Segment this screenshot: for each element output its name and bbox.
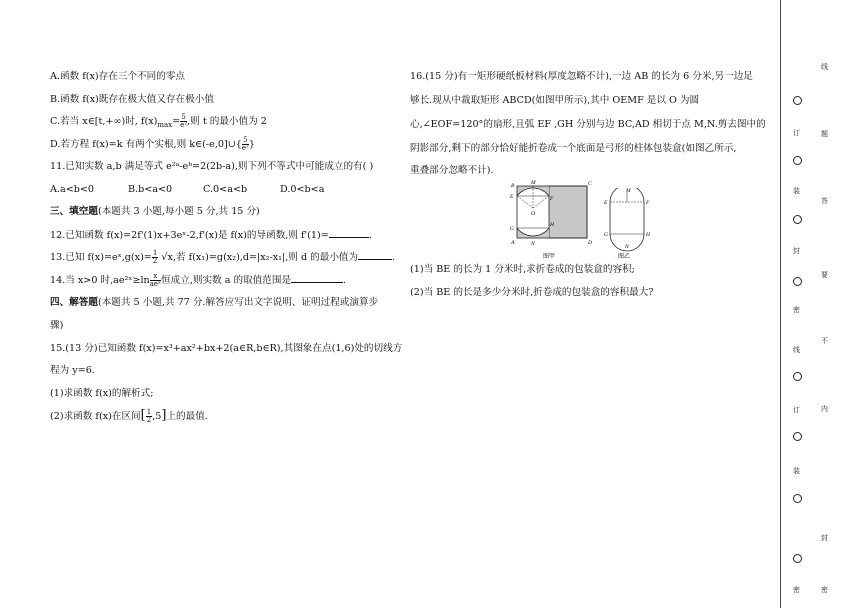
q13-den: 2 xyxy=(152,257,158,265)
section-4-note-cont: 骤) xyxy=(50,320,64,331)
margin-char: 要 xyxy=(821,271,828,279)
question-16-part2: (2)当 BE 的长是多少分米时,折卷成的包装盒的容积最大? xyxy=(410,287,654,298)
label-o: O xyxy=(531,211,535,217)
yi-label-g: G xyxy=(604,232,608,238)
question-15-line2: 程为 y=6. xyxy=(50,365,95,376)
option-c-eq: = xyxy=(172,116,181,127)
q11-option-c: C.0<a<b xyxy=(203,184,248,195)
label-c: C xyxy=(588,181,592,187)
q15-p2-mid: ,5 xyxy=(152,411,162,422)
margin-char: 密 xyxy=(793,586,800,594)
margin-char: 内 xyxy=(821,405,828,413)
label-f: F xyxy=(550,196,554,202)
q13-text: 13.已知 f(x)=eˣ,g(x)= xyxy=(50,252,152,263)
question-15-part2: (2)求函数 f(x)在区间[ $\frac{1}{2}$ ,5]上的最值. xyxy=(50,408,208,424)
section-3-heading xyxy=(50,205,260,218)
question-13: 13.已知 f(x)=eˣ,g(x)= $\frac{1}{2}$ √x,若 f(x₁)=g(x₂),d=|x₂-x₁|,则 d 的最小值为 . xyxy=(50,249,396,265)
question-15-line1: 15.(13 分)已知函数 f(x)=x³+ax²+bx+2(a∈R,b∈R),其图象在点(1,6)处的切线方 xyxy=(50,343,403,354)
binding-rule xyxy=(780,0,781,608)
q11-option-b: B.b<a<0 xyxy=(128,184,173,195)
section-4-title: 四、解答题 xyxy=(50,297,98,308)
margin-char: 订 xyxy=(793,406,800,414)
option-c xyxy=(50,114,267,132)
yi-label-n: N xyxy=(625,244,629,250)
margin-char: 订 xyxy=(793,129,800,137)
binding-hole xyxy=(793,96,802,105)
q11-option-d: D.0<b<a xyxy=(280,184,325,195)
yi-label-m: M xyxy=(626,188,631,194)
label-d: D xyxy=(588,240,592,246)
option-d-fraction xyxy=(242,137,249,152)
label-g: G xyxy=(510,226,514,232)
q15-den: 2 xyxy=(146,416,152,424)
binding-hole xyxy=(793,215,802,224)
q11-option-a: A.a<b<0 xyxy=(50,184,95,195)
question-16-part1: (1)当 BE 的长为 1 分米时,求折卷成的包装盒的容积; xyxy=(410,264,635,275)
question-16-line4: 阴影部分,剩下的部分恰好能折卷成一个底面是弓形的柱体包装盒(如图乙所示, xyxy=(410,143,737,154)
question-16-line1: 16.(15 分)有一矩形硬纸板材料(厚度忽略不计),一边 AB 的长为 6 分米,另一边足 xyxy=(410,71,753,82)
binding-hole xyxy=(793,494,802,503)
option-d-den: e² xyxy=(241,144,249,152)
label-m: M xyxy=(531,180,536,186)
binding-hole xyxy=(793,372,802,381)
figure-jia-caption: 图甲 xyxy=(543,253,556,260)
answer-blank xyxy=(329,228,369,238)
q14-tail: 恒成立,则实数 a 的取值范围是 xyxy=(161,275,292,286)
figure-yi-caption: 图乙 xyxy=(618,253,631,260)
figure-jia xyxy=(505,178,607,262)
binding-hole xyxy=(793,156,802,165)
option-c-num: 5 xyxy=(181,113,186,121)
q12-text: 12.已知函数 f(x)=2f'(1)x+3eˣ-2,f'(x)是 f(x)的导函数,则 f'(1)= xyxy=(50,230,329,241)
margin-char: 不 xyxy=(821,337,828,345)
shaded-rect xyxy=(549,186,587,238)
margin-char: 密 xyxy=(793,306,800,314)
margin-char: 答 xyxy=(821,197,828,205)
label-b: B xyxy=(511,183,515,189)
question-16-line2: 够长.现从中裁取矩形 ABCD(如图甲所示),其中 OEMF 是以 O 为圆 xyxy=(410,95,700,106)
option-d-num: 5 xyxy=(243,136,248,144)
yi-label-f: F xyxy=(646,200,650,206)
section-4-note: (本题共 5 小题,共 77 分.解答应写出文字说明、证明过程或演算步 xyxy=(97,297,379,308)
margin-char: 封 xyxy=(793,247,800,255)
section-3-title: 三、填空题 xyxy=(50,206,98,217)
margin-char: 线 xyxy=(793,346,800,354)
q14-num: x xyxy=(150,273,161,281)
answer-blank xyxy=(358,250,392,260)
label-a: A xyxy=(511,240,515,246)
question-11: 11.已知实数 a,b 满足等式 e²ᵃ-eᵇ=2(2b-a),则下列不等式中可能成立的有( ) xyxy=(50,161,374,172)
q13-num: 1 xyxy=(152,249,158,257)
label-h: H xyxy=(550,222,554,228)
question-16-line3: 心,∠EOF=120°的扇形,且弧 EF ,GH 分别与边 BC,AD 相切于点 M,N.剪去图中的 xyxy=(410,119,766,130)
question-16-line5: 重叠部分忽略不计). xyxy=(410,165,494,176)
option-c-sub: max xyxy=(157,120,173,129)
q13-tail: √x,若 f(x₁)=g(x₂),d=|x₂-x₁|,则 d 的最小值为 xyxy=(158,252,359,263)
margin-char: 封 xyxy=(821,534,828,542)
option-b: B.函数 f(x)既存在极大值又存在极小值 xyxy=(50,94,214,105)
margin-char: 线 xyxy=(821,63,828,71)
answer-blank xyxy=(291,273,343,283)
q15-num: 1 xyxy=(146,408,152,416)
q15-p2-text: (2)求函数 f(x)在区间 xyxy=(50,411,141,422)
question-14: 14.当 x>0 时,ae²ˣ≥ln $\frac{x}{\text{aeˣ}}$ 恒成立,则实数 a 的取值范围是 . xyxy=(50,272,347,288)
margin-char: 装 xyxy=(793,187,800,195)
q15-p2-tail: 上的最值. xyxy=(166,411,208,422)
option-c-tail: ,则 t 的最小值为 2 xyxy=(187,116,267,127)
q14-text: 14.当 x>0 时,ae²ˣ≥ln xyxy=(50,275,150,286)
question-12: 12.已知函数 f(x)=2f'(1)x+3eˣ-2,f'(x)是 f(x)的导函数,则 f'(1)= . xyxy=(50,230,372,241)
figure-yi xyxy=(598,188,658,262)
yi-label-e: E xyxy=(604,200,608,206)
option-c-den: e² xyxy=(180,121,188,129)
q14-den: aeˣ xyxy=(149,280,162,288)
radius-oe xyxy=(517,196,533,208)
binding-hole xyxy=(793,277,802,286)
label-e: E xyxy=(510,194,514,200)
margin-char: 密 xyxy=(821,586,828,594)
binding-hole xyxy=(793,554,802,563)
option-c-text: C.若当 x∈[t,+∞)时, f(x) xyxy=(50,116,158,127)
label-n: N xyxy=(531,241,535,247)
option-a: A.函数 f(x)存在三个不同的零点 xyxy=(50,71,186,82)
margin-char: 题 xyxy=(821,130,828,138)
margin-char: 装 xyxy=(793,467,800,475)
option-d: D.若方程 f(x)=k 有两个实根,则 k∈(-e,0]∪{ $\frac{5}{\text{e²}}$ } xyxy=(50,136,255,152)
yi-label-h: H xyxy=(646,232,650,238)
radius-of xyxy=(533,196,549,208)
question-15-part1: (1)求函数 f(x)的解析式; xyxy=(50,388,154,399)
q14-fraction xyxy=(150,273,161,288)
section-4-heading xyxy=(50,296,378,309)
option-d-text: D.若方程 f(x)=k 有两个实根,则 k∈(-e,0]∪ xyxy=(50,139,236,150)
section-3-note: (本题共 3 小题,每小题 5 分,共 15 分) xyxy=(97,206,260,217)
binding-hole xyxy=(793,432,802,441)
